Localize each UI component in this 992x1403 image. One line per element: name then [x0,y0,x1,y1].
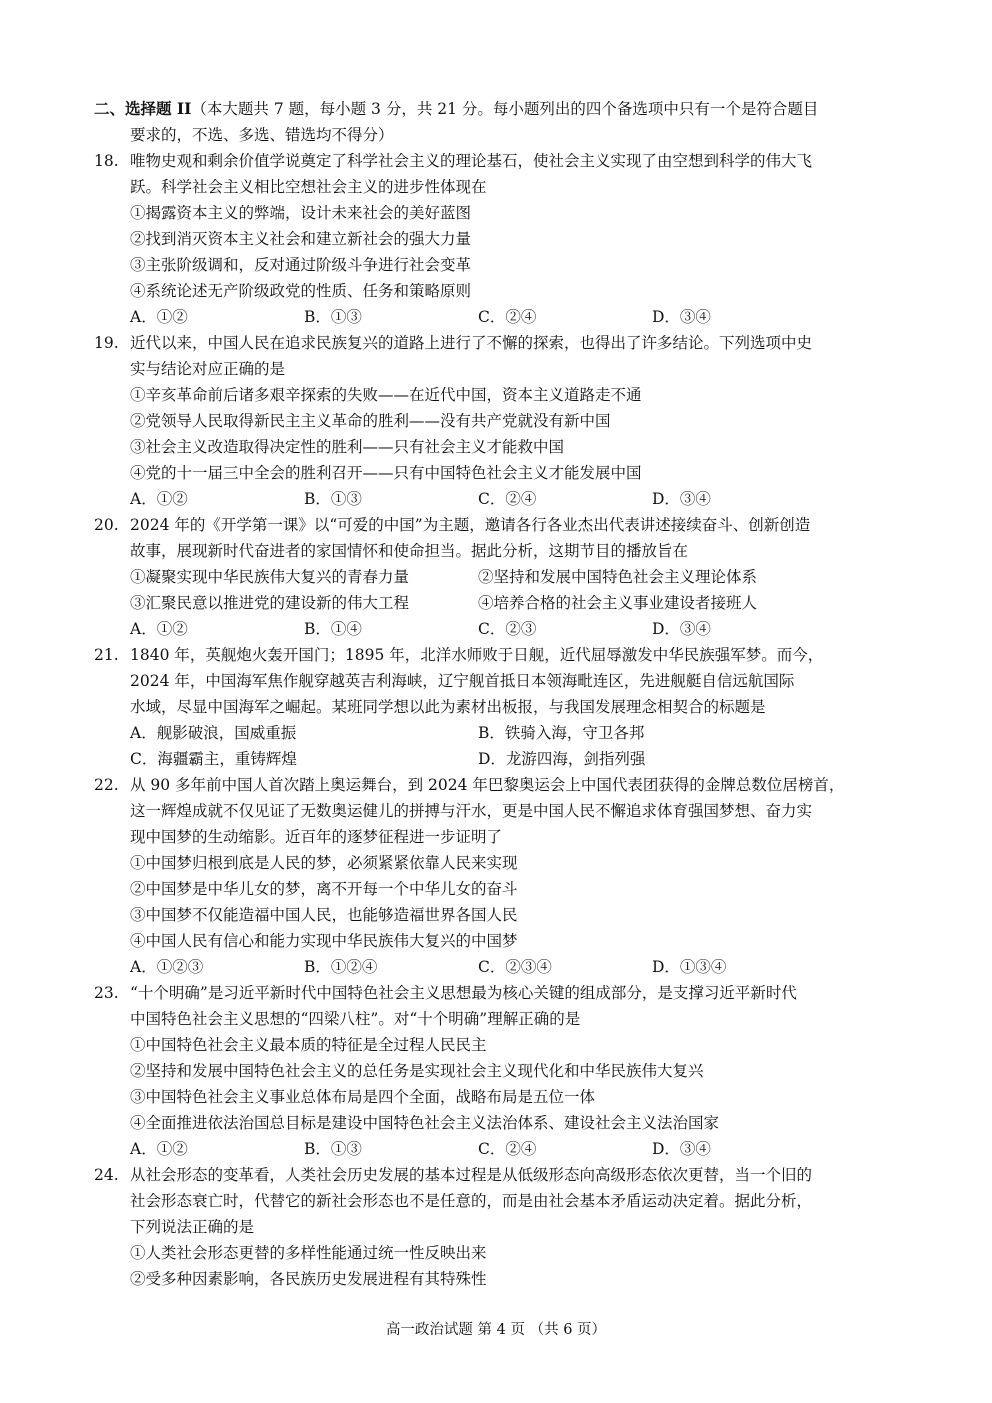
option-b: B．①③ [304,1140,362,1158]
section-intro-1: （本大题共 7 题，每小题 3 分，共 21 分。每小题列出的四个备选项中只有一个是符合题目 [191,100,819,118]
question-stem: 跃。科学社会主义相比空想社会主义的进步性体现在 [130,178,487,196]
statement: ①辛亥革命前后诸多艰辛探索的失败——在近代中国，资本主义道路走不通 [130,386,642,404]
question-stem: 中国特色社会主义思想的“四梁八柱”。对“十个明确”理解正确的是 [130,1010,581,1028]
option-a: A．舰影破浪，国威重振 [130,724,297,742]
question-stem: 实与结论对应正确的是 [130,360,286,378]
statement: ①中国梦归根到底是人民的梦，必须紧紧依靠人民来实现 [130,854,518,872]
question-stem: 这一辉煌成就不仅见证了无数奥运健儿的拼搏与汗水，更是中国人民不懈追求体育强国梦想、奋力实 [130,802,813,820]
statement: ③主张阶级调和，反对通过阶级斗争进行社会变革 [130,256,472,274]
option-d: D．龙游四海，剑指列强 [478,750,646,768]
statement: ①中国特色社会主义最本质的特征是全过程人民民主 [130,1036,487,1054]
question-stem: 现中国梦的生动缩影。近百年的逐梦征程进一步证明了 [130,828,503,846]
section-heading: 二、选择题 II [94,99,192,118]
statement: ④全面推进依法治国总目标是建设中国特色社会主义法治体系、建设社会主义法治国家 [130,1114,720,1132]
question-number: 24. [94,1166,119,1184]
option-a: A．①② [130,620,188,638]
statement: ④系统论述无产阶级政党的性质、任务和策略原则 [130,282,472,300]
statement: ②找到消灭资本主义社会和建立新社会的强大力量 [130,230,472,248]
statement: ①揭露资本主义的弊端，设计未来社会的美好蓝图 [130,204,472,222]
question-number: 21. [94,646,119,664]
option-b: B．①③ [304,308,362,326]
option-d: D．③④ [652,620,711,638]
question-stem: 1840 年，英舰炮火轰开国门；1895 年，北洋水师败于日舰，近代屈辱激发中华民族强军梦。而今， [130,646,824,664]
question-number: 22. [94,776,119,794]
statement: ②坚持和发展中国特色社会主义的总任务是实现社会主义现代化和中华民族伟大复兴 [130,1062,704,1080]
option-d: D．③④ [652,308,711,326]
section-intro-2: 要求的，不选、多选、错选均不得分） [130,126,394,144]
option-c: C．②④ [478,490,537,508]
option-d: D．③④ [652,490,711,508]
option-b: B．铁骑入海，守卫各邦 [478,724,645,742]
question-stem: 水域，尽显中国海军之崛起。某班同学想以此为素材出板报，与我国发展理念相契合的标题是 [130,698,766,716]
option-b: B．①②④ [304,958,378,976]
question-number: 18. [94,152,119,170]
option-c: C．②③④ [478,958,552,976]
option-c: C．海疆霸主，重铸辉煌 [130,750,297,768]
question-stem: 2024 年的《开学第一课》以“可爱的中国”为主题，邀请各行各业杰出代表讲述接续奋斗、创新创造 [130,516,811,534]
statement: ②受多种因素影响，各民族历史发展进程有其特殊性 [130,1270,487,1288]
question-stem: “十个明确”是习近平新时代中国特色社会主义思想最为核心关键的组成部分，是支撑习近平新时代 [130,984,797,1002]
statement: ④党的十一届三中全会的胜利召开——只有中国特色社会主义才能发展中国 [130,464,642,482]
question-stem: 唯物史观和剩余价值学说奠定了科学社会主义的理论基石，使社会主义实现了由空想到科学的伟大飞 [130,152,813,170]
question-stem: 下列说法正确的是 [130,1218,255,1236]
statement: ④培养合格的社会主义事业建设者接班人 [478,594,758,612]
option-c: C．②④ [478,1140,537,1158]
statement: ③中国梦不仅能造福中国人民，也能够造福世界各国人民 [130,906,518,924]
page-footer: 高一政治试题 第 4 页 （共 6 页） [385,1322,607,1338]
option-a: A．①② [130,308,188,326]
question-stem: 2024 年，中国海军焦作舰穿越英吉利海峡，辽宁舰首抵日本领海毗连区，先进舰艇自信远航国际 [130,672,795,690]
question-number: 20. [94,516,119,534]
statement: ②中国梦是中华儿女的梦，离不开每一个中华儿女的奋斗 [130,880,518,898]
statement: ①人类社会形态更替的多样性能通过统一性反映出来 [130,1244,487,1262]
question-stem: 从 90 多年前中国人首次踏上奥运舞台，到 2024 年巴黎奥运会上中国代表团获得的金牌总数位居榜首， [130,776,845,794]
question-stem: 故事，展现新时代奋进者的家国情怀和使命担当。据此分析，这期节目的播放旨在 [130,542,689,560]
statement: ④中国人民有信心和能力实现中华民族伟大复兴的中国梦 [130,932,518,950]
option-c: C．②③ [478,620,537,638]
question-number: 23. [94,984,119,1002]
statement: ②党领导人民取得新民主主义革命的胜利——没有共产党就没有新中国 [130,412,611,430]
statement: ②坚持和发展中国特色社会主义理论体系 [478,568,758,586]
question-stem: 近代以来，中国人民在追求民族复兴的道路上进行了不懈的探索，也得出了许多结论。下列选项中史 [130,334,813,352]
option-b: B．①④ [304,620,362,638]
option-d: D．①③④ [652,958,727,976]
option-c: C．②④ [478,308,537,326]
question-number: 19. [94,334,119,352]
option-a: A．①② [130,490,188,508]
statement: ③汇聚民意以推进党的建设新的伟大工程 [130,594,410,612]
option-a: A．①②③ [130,958,204,976]
statement: ①凝聚实现中华民族伟大复兴的青春力量 [130,568,410,586]
question-stem: 社会形态衰亡时，代替它的新社会形态也不是任意的，而是由社会基本矛盾运动决定着。据此分析， [130,1192,813,1210]
statement: ③中国特色社会主义事业总体布局是四个全面，战略布局是五位一体 [130,1088,596,1106]
question-stem: 从社会形态的变革看，人类社会历史发展的基本过程是从低级形态向高级形态依次更替，当一个旧的 [130,1166,813,1184]
option-a: A．①② [130,1140,188,1158]
option-b: B．①③ [304,490,362,508]
section-header [94,98,818,120]
option-d: D．③④ [652,1140,711,1158]
statement: ③社会主义改造取得决定性的胜利——只有社会主义才能救中国 [130,438,565,456]
